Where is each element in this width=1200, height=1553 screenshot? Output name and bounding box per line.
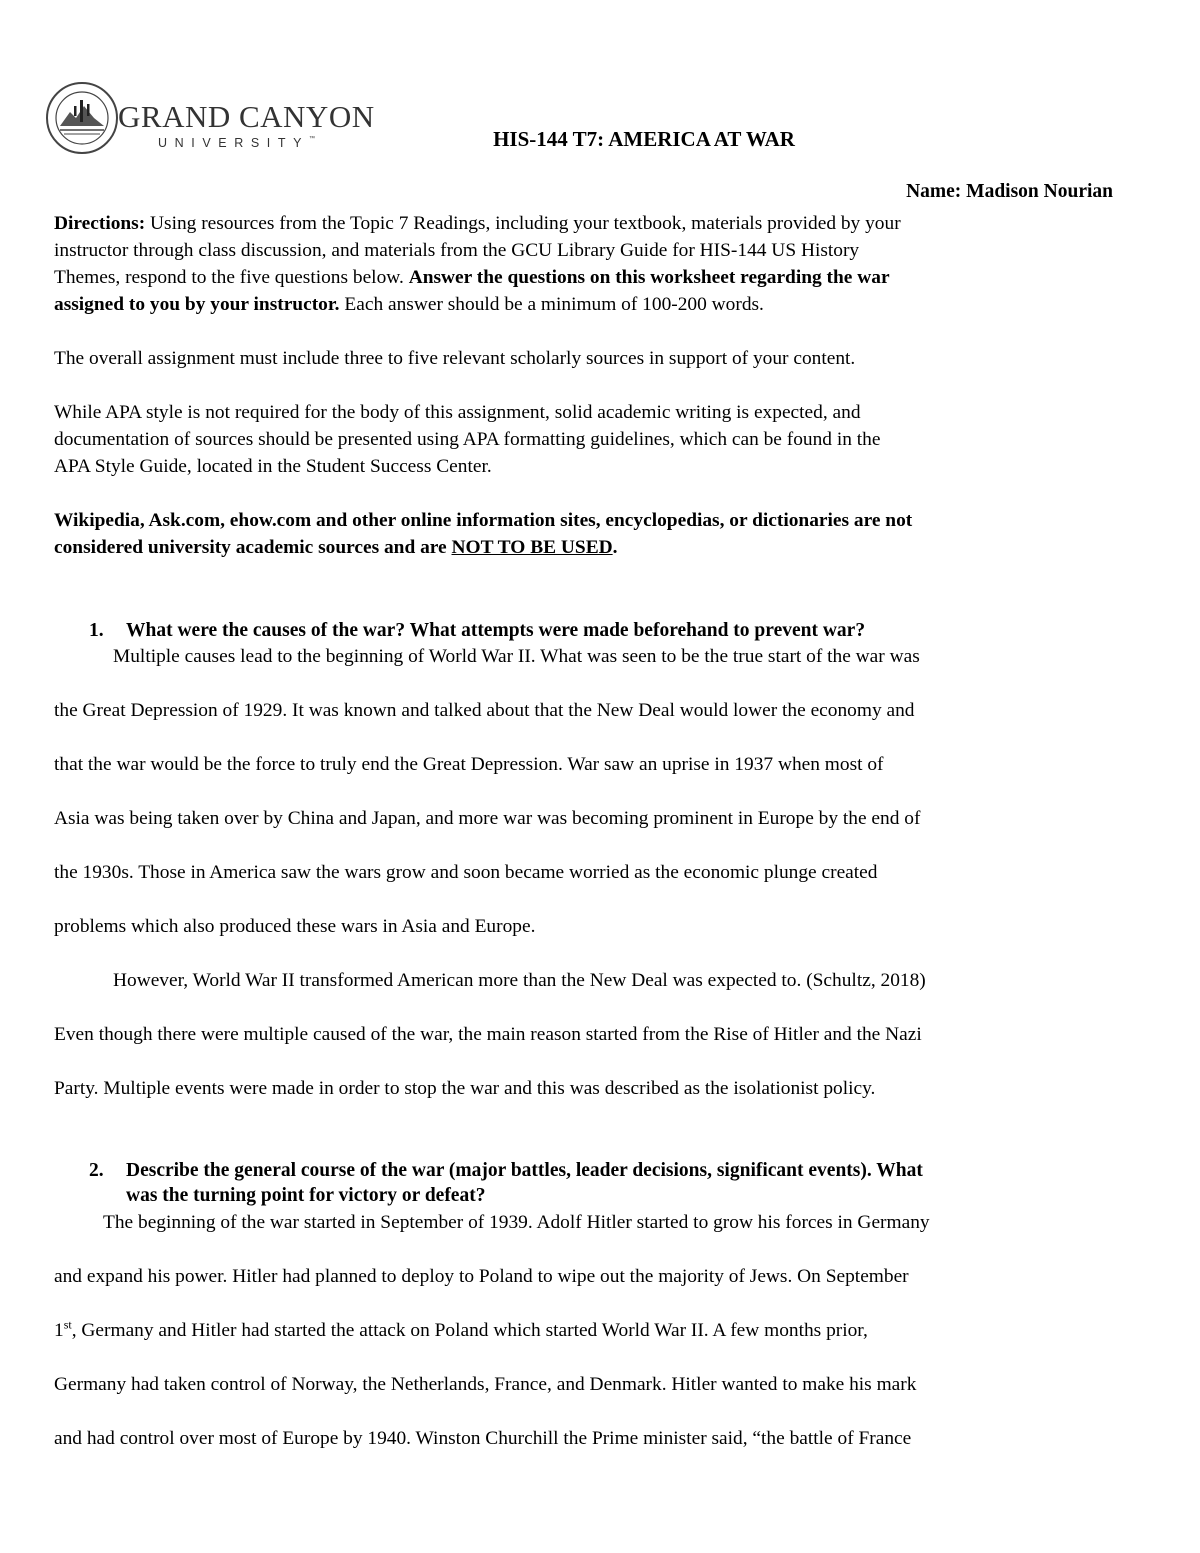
answer-2-line: 1st, Germany and Hitler had started the attack on Poland which started World War II. A few months prior, (54, 1317, 868, 1341)
answer-1-line: that the war would be the force to truly end the Great Depression. War saw an uprise in 1937 when most of (54, 754, 884, 775)
page-title: HIS-144 T7: AMERICA AT WAR (493, 127, 795, 151)
directions-line-4: assigned to you by your instructor. Each answer should be a minimum of 100-200 words. (54, 294, 764, 315)
sources-paragraph: The overall assignment must include three to five relevant scholarly sources in support of your content. (54, 348, 856, 369)
directions-line-2: instructor through class discussion, and materials from the GCU Library Guide for HIS-144 US History (54, 240, 860, 261)
answer-2-line: Germany had taken control of Norway, the Netherlands, France, and Denmark. Hitler wanted to make his mark (54, 1374, 917, 1395)
warning-line-1: Wikipedia, Ask.com, ehow.com and other online information sites, encyclopedias, or dictionaries are not (54, 510, 913, 531)
question-2-line-2: was the turning point for victory or defeat? (126, 1185, 486, 1206)
answer-2-line: The beginning of the war started in September of 1939. Adolf Hitler started to grow his forces in Germany (103, 1212, 930, 1233)
student-name: Name: Madison Nourian (906, 181, 1113, 202)
ordinal-suffix: st (63, 1317, 72, 1332)
answer-1-line: Multiple causes lead to the beginning of World War II. What was seen to be the true start of the war was (113, 646, 920, 667)
apa-line-2: documentation of sources should be presented using APA formatting guidelines, which can be found in the (54, 429, 881, 450)
logo-trademark: ™ (309, 136, 316, 142)
answer-2-line: and had control over most of Europe by 1940. Winston Churchill the Prime minister said, “the battle of France (54, 1428, 912, 1449)
logo-name-line2: UNIVERSITY™ (158, 136, 316, 150)
warning-line-2: considered university academic sources and are NOT TO BE USED. (54, 537, 618, 558)
apa-line-3: APA Style Guide, located in the Student Success Center. (54, 456, 492, 477)
apa-line-1: While APA style is not required for the body of this assignment, solid academic writing is expected, and (54, 402, 861, 423)
question-1: 1. What were the causes of the war? What attempts were made beforehand to prevent war? (89, 620, 866, 641)
answer-1-line: Even though there were multiple caused of the war, the main reason started from the Rise of Hitler and the Nazi (54, 1024, 922, 1045)
logo-name-line1: GRAND CANYON (118, 99, 375, 134)
question-2: 2. Describe the general course of the war (major battles, leader decisions, significant events). What (89, 1160, 923, 1181)
answer-1-line: Asia was being taken over by China and Japan, and more war was becoming prominent in Europe by the end of (54, 808, 921, 829)
directions-line-3: Themes, respond to the five questions below. Answer the questions on this worksheet regarding the war (54, 267, 890, 288)
answer-1-line: However, World War II transformed American more than the New Deal was expected to. (Schultz, 2018) (113, 970, 926, 991)
answer-2-line: and expand his power. Hitler had planned to deploy to Poland to wipe out the majority of Jews. On September (54, 1266, 909, 1287)
answer-1-line: problems which also produced these wars in Asia and Europe. (54, 916, 536, 937)
answer-1-line: the Great Depression of 1929. It was known and talked about that the New Deal would lower the economy and (54, 700, 915, 721)
directions-line-1: Directions: Using resources from the Topic 7 Readings, including your textbook, materials provided by your (54, 213, 901, 234)
answer-1-line: the 1930s. Those in America saw the wars grow and soon became worried as the economic plunge created (54, 862, 878, 883)
answer-1-line: Party. Multiple events were made in order to stop the war and this was described as the isolationist policy. (54, 1078, 876, 1099)
